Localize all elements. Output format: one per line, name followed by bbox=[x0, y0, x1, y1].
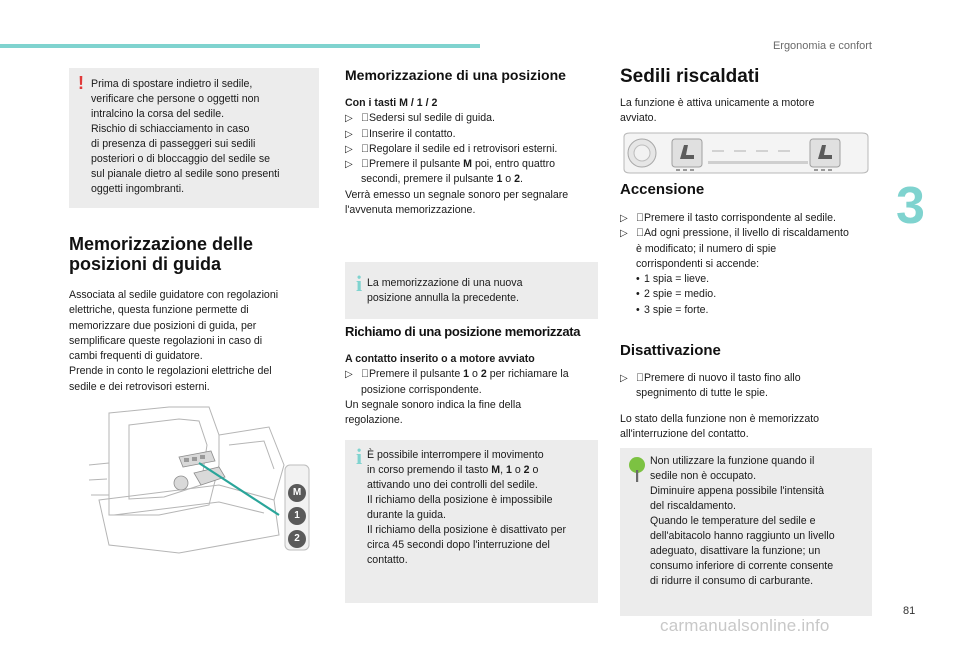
save-position-subtitle: Con i tasti M / 1 / 2 bbox=[345, 97, 438, 109]
activation-step-2: ▷ Ad ogni pressione, il livello di riscaldamento è modificato; il numero di spie corrispondenti si accende: bbox=[620, 227, 849, 270]
section-header-title: Ergonomia e confort bbox=[772, 40, 872, 52]
memo-title-line2: posizioni di guida bbox=[69, 254, 221, 274]
save-step-1: ▷ Sedersi sul sedile di guida. bbox=[345, 111, 598, 126]
info-interrupt-text: È possibile interrompere il movimento in corso premendo il tasto M, 1 o 2 o attivando uno dei controlli del sedile. Il richiamo della posizione è impossibile durante la guida. Il richiamo della posizione è disattivato per circa 45 secondi dopo l'interruzione del contatto. bbox=[367, 449, 567, 566]
top-accent-bar bbox=[0, 44, 480, 48]
memo-body: Associata al sedile guidatore con regolazioni elettriche, questa funzione permette di memorizzare due posizioni di guida, per semplificare queste regolazioni in caso di cambi frequenti di guidatore. Prende in conto le regolazioni elettriche del sedile e dei retrovisori esterni. bbox=[69, 289, 279, 393]
activation-title: Accensione bbox=[620, 181, 705, 198]
step-arrow-icon: ▷ bbox=[345, 113, 353, 125]
step-arrow-icon: ▷ bbox=[345, 369, 353, 381]
recall-step: ▷ Premere il pulsante 1 o 2 per richiamare la posizione corrispondente. bbox=[345, 368, 569, 396]
control-panel-drawing bbox=[620, 131, 872, 175]
recall-outro: Un segnale sonoro indica la fine della regolazione. bbox=[345, 398, 522, 427]
activation-section bbox=[620, 181, 872, 318]
memory-button-2: 2 bbox=[288, 530, 306, 548]
level-item-low: • 1 spia = lieve. bbox=[636, 273, 710, 286]
page-number: 81 bbox=[903, 605, 916, 617]
memory-button-m: M bbox=[288, 484, 306, 502]
seat-drawing bbox=[69, 405, 319, 555]
watermark: carmanualsonline.info bbox=[660, 616, 830, 635]
level-item-high: • 3 spie = forte. bbox=[636, 303, 709, 316]
heated-seats-title: Sedili riscaldati bbox=[620, 66, 760, 87]
deactivation-title: Disattivazione bbox=[620, 342, 721, 359]
step-arrow-icon: ▷ bbox=[345, 143, 353, 155]
save-step-4: ▷ Premere il pulsante M poi, entro quattro secondi, premere il pulsante 1 o 2. bbox=[345, 158, 556, 186]
recall-subtitle: A contatto inserito o a motore avviato bbox=[345, 353, 535, 365]
info-new-memory-text: La memorizzazione di una nuova posizione annulla la precedente. bbox=[367, 277, 523, 304]
memory-button-1: 1 bbox=[288, 507, 306, 525]
heated-seats-section bbox=[620, 66, 872, 127]
save-step-2: ▷ Inserire il contatto. bbox=[345, 127, 598, 142]
info-box-interrupt bbox=[345, 440, 598, 603]
save-position-title: Memorizzazione di una posizione bbox=[345, 67, 566, 83]
heated-seat-panel-illustration bbox=[620, 131, 872, 175]
step-arrow-icon: ▷ bbox=[345, 128, 353, 140]
memo-section bbox=[69, 234, 319, 395]
warning-text: Prima di spostare indietro il sedile, verificare che persone o oggetti non intralcino la corsa del sedile. Rischio di schiacciamento in caso di presenza di passeggeri sui sedili posteriori o di bloccaggio del sedile se sul pianale dietro al sedile sono presenti oggetti ingombranti. bbox=[91, 78, 280, 195]
deactivation-step: ▷ Premere di nuovo il tasto fino allo spegnimento di tutte le spie. bbox=[620, 372, 801, 400]
seat-illustration bbox=[69, 405, 319, 555]
save-position-outro: Verrà emesso un segnale sonoro per segnalare l'avvenuta memorizzazione. bbox=[345, 188, 569, 217]
level-item-medium: • 2 spie = medio. bbox=[636, 288, 717, 301]
info-box-new-memory bbox=[345, 262, 598, 319]
memo-title-line1: Memorizzazione delle bbox=[69, 234, 254, 254]
leaf-icon bbox=[628, 456, 646, 484]
save-step-3: ▷ Regolare il sedile ed i retrovisori esterni. bbox=[345, 142, 598, 157]
step-arrow-icon: ▷ bbox=[620, 228, 628, 240]
eco-advice-box bbox=[620, 448, 872, 616]
info-icon: i bbox=[356, 444, 363, 469]
activation-step-1: ▷ Premere il tasto corrispondente al sedile. bbox=[620, 211, 872, 226]
chapter-number: 3 bbox=[896, 177, 925, 235]
step-arrow-icon: ▷ bbox=[620, 213, 628, 224]
info-icon: i bbox=[356, 271, 363, 296]
step-arrow-icon: ▷ bbox=[345, 159, 353, 171]
step-arrow-icon: ▷ bbox=[620, 373, 628, 384]
save-position-section bbox=[345, 67, 598, 218]
heated-seats-intro: La funzione è attiva unicamente a motore avviato. bbox=[620, 97, 815, 125]
exclamation-icon: ! bbox=[78, 73, 84, 93]
memory-note: Lo stato della funzione non è memorizzato all'interruzione del contatto. bbox=[620, 412, 820, 440]
recall-title: Richiamo di una posizione memorizzata bbox=[345, 324, 581, 339]
deactivation-section bbox=[620, 342, 872, 442]
eco-advice-text: Non utilizzare la funzione quando il sedile non è occupato. Diminuire appena possibile l'intensità del riscaldamento. Quando le temperature del sedile e dell'abitacolo hanno raggiunto un livello adeguato, disattivare la funzione; un consumo inferiore di corrente consente di ridurre il consumo di carburante. bbox=[650, 455, 835, 587]
recall-section bbox=[345, 324, 598, 428]
warning-box bbox=[69, 68, 319, 208]
